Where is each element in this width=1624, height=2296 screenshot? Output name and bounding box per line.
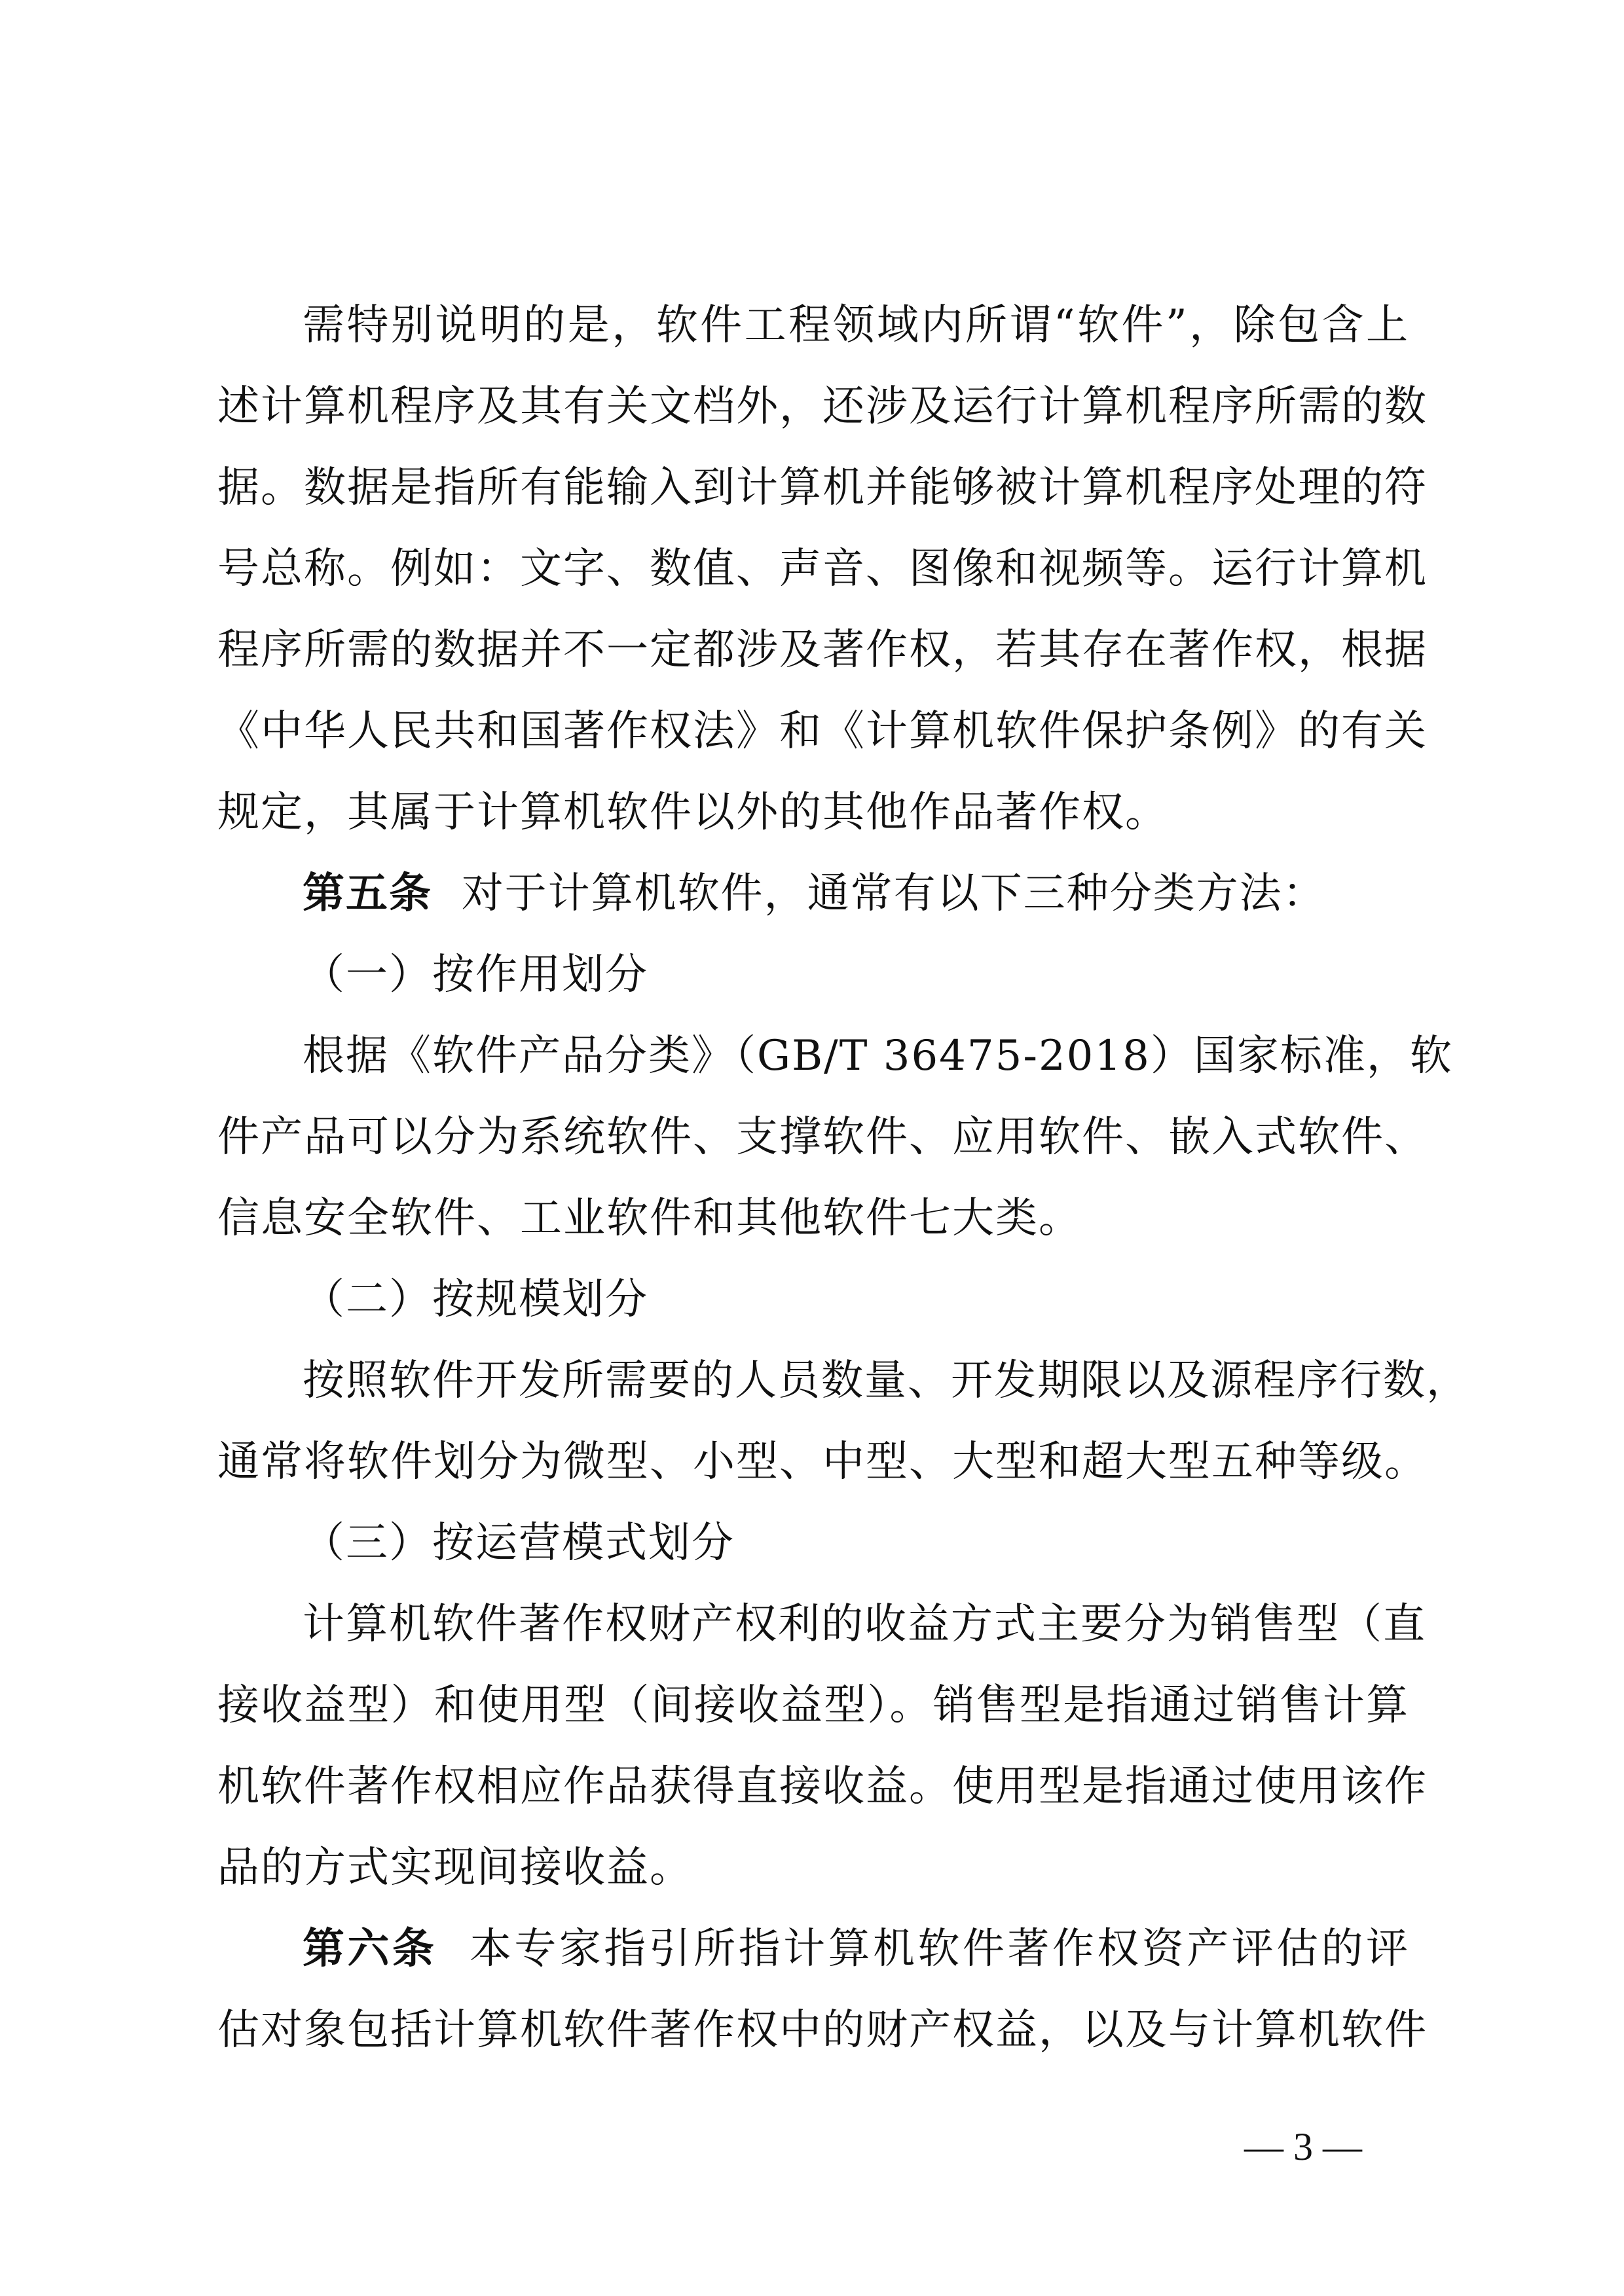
line-text: 通常将软件划分为微型、小型、中型、大型和超大型五种等级。 — [217, 1438, 1428, 1486]
page-number: — 3 — — [1244, 2125, 1362, 2168]
text-line — [217, 1503, 1409, 1584]
text-line — [217, 1340, 1469, 1421]
text-line — [217, 1746, 1428, 1827]
line-text: 述计算机程序及其有关文档外，还涉及运行计算机程序所需的数 — [217, 382, 1428, 431]
text-line — [217, 1665, 1409, 1746]
body-text — [217, 285, 1469, 2071]
line-text: （三）按运营模式划分 — [303, 1519, 735, 1567]
line-text: 对于计算机软件，通常有以下三种分类方法： — [432, 869, 1326, 918]
line-text: （一）按作用划分 — [303, 951, 648, 999]
text-line — [217, 285, 1409, 366]
line-text: 估对象包括计算机软件著作权中的财产权益，以及与计算机软件 — [217, 2006, 1428, 2054]
text-line — [217, 853, 1409, 934]
line-text: 信息安全软件、工业软件和其他软件七大类。 — [217, 1194, 1082, 1243]
article-label: 第六条 — [303, 1925, 437, 1973]
text-line — [217, 691, 1428, 772]
line-text: 按照软件开发所需要的人员数量、开发期限以及源程序行数， — [303, 1357, 1469, 1405]
text-line — [217, 1097, 1428, 1178]
line-text: 根据《软件产品分类》（GB/T 36475-2018）国家标准，软 — [303, 1032, 1453, 1080]
line-text: 需特别说明的是，软件工程领域内所谓“软件”，除包含上 — [303, 301, 1409, 350]
line-text: 件产品可以分为系统软件、支撑软件、应用软件、嵌入式软件、 — [217, 1113, 1428, 1161]
line-text: 规定，其属于计算机软件以外的其他作品著作权。 — [217, 788, 1168, 837]
line-text: 接收益型）和使用型（间接收益型）。销售型是指通过销售计算 — [217, 1681, 1409, 1730]
text-line — [217, 447, 1428, 528]
text-line — [217, 772, 1409, 853]
line-text: 本专家指引所指计算机软件著作权资产评估的评 — [437, 1925, 1409, 1973]
text-line — [217, 934, 1409, 1015]
text-line — [217, 1015, 1453, 1097]
line-text: 程序所需的数据并不一定都涉及著作权，若其存在著作权，根据 — [217, 626, 1428, 674]
text-line — [217, 528, 1428, 610]
line-text: 据。数据是指所有能输入到计算机并能够被计算机程序处理的符 — [217, 464, 1428, 512]
line-text: 品的方式实现间接收益。 — [217, 1844, 693, 1892]
text-line — [217, 1259, 1409, 1340]
text-line — [217, 1908, 1409, 1990]
line-text: 号总称。例如：文字、数值、声音、图像和视频等。运行计算机 — [217, 545, 1428, 593]
text-line — [217, 1584, 1426, 1665]
text-line — [217, 1178, 1409, 1259]
text-line — [217, 610, 1428, 691]
article-label: 第五条 — [303, 869, 432, 918]
text-line — [217, 366, 1428, 447]
line-text: 机软件著作权相应作品获得直接收益。使用型是指通过使用该作 — [217, 1762, 1428, 1811]
text-line — [217, 1421, 1428, 1503]
line-text: 《中华人民共和国著作权法》和《计算机软件保护条例》的有关 — [217, 707, 1428, 756]
text-line — [217, 1827, 1409, 1908]
line-text: 计算机软件著作权财产权利的收益方式主要分为销售型（直 — [303, 1600, 1426, 1649]
text-line — [217, 1990, 1428, 2071]
line-text: （二）按规模划分 — [303, 1275, 648, 1324]
